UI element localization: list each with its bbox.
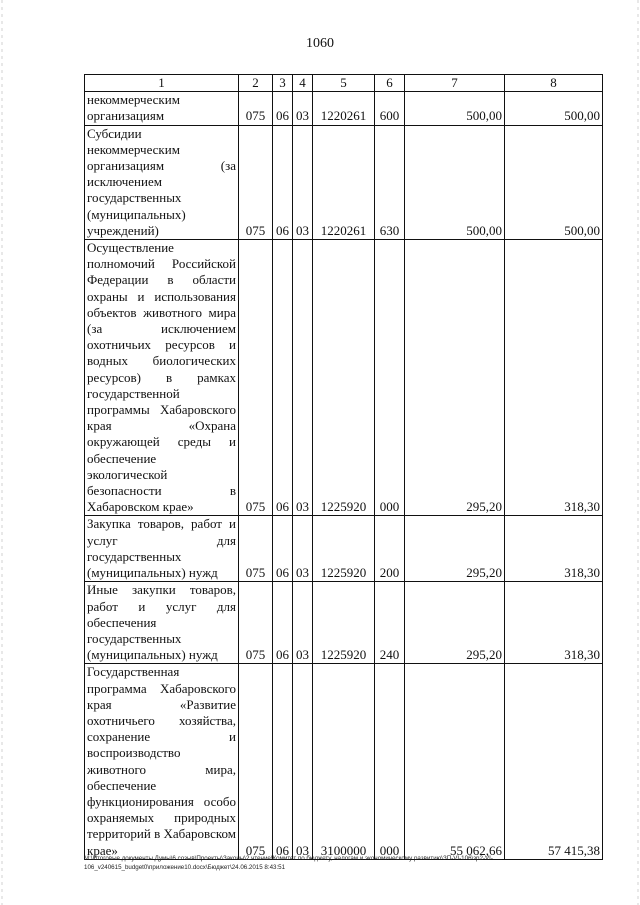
table-row bbox=[85, 125, 603, 239]
cell-target-article: 1225920 bbox=[313, 240, 375, 516]
cell-ministry: 075 bbox=[239, 516, 273, 582]
cell-ministry: 075 bbox=[239, 125, 273, 239]
cell-amount-2: 318,30 bbox=[505, 516, 603, 582]
table-row bbox=[85, 664, 603, 859]
column-header: 5 bbox=[313, 75, 375, 92]
table-header-row bbox=[85, 75, 603, 92]
row-name: Субсидии некоммерческим организациям (за исключением государственных (муниципальных) учреждений) bbox=[85, 125, 239, 239]
table-row bbox=[85, 92, 603, 125]
budget-table bbox=[84, 74, 603, 860]
cell-amount-1: 295,20 bbox=[405, 240, 505, 516]
table-row bbox=[85, 240, 603, 516]
cell-amount-2: 318,30 bbox=[505, 582, 603, 664]
document-file-path: M:\Итоговые документы Думы\6 созыв\Проекты\Законы\2 чтение\Комитет по бюджету, налогам и экономическому развитию\ЗП-VI-106\зр2-VI-106_v240615_budget0\приложение10.docx\Бюджет\24.06.2015 8:43:51 bbox=[84, 855, 493, 871]
table-row bbox=[85, 516, 603, 582]
cell-subsection: 03 bbox=[293, 92, 313, 125]
cell-amount-1: 295,20 bbox=[405, 582, 505, 664]
cell-section: 06 bbox=[273, 125, 293, 239]
cell-amount-2: 318,30 bbox=[505, 240, 603, 516]
cell-target-article: 3100000 bbox=[313, 664, 375, 859]
cell-section: 06 bbox=[273, 516, 293, 582]
cell-subsection: 03 bbox=[293, 582, 313, 664]
column-header: 6 bbox=[375, 75, 405, 92]
cell-subsection: 03 bbox=[293, 516, 313, 582]
cell-amount-2: 500,00 bbox=[505, 125, 603, 239]
table-row bbox=[85, 582, 603, 664]
cell-expense-type: 240 bbox=[375, 582, 405, 664]
cell-ministry: 075 bbox=[239, 92, 273, 125]
cell-target-article: 1225920 bbox=[313, 516, 375, 582]
cell-amount-1: 55 062,66 bbox=[405, 664, 505, 859]
column-header: 1 bbox=[85, 75, 239, 92]
row-name: Закупка товаров, работ и услуг для государственных (муниципальных) нужд bbox=[85, 516, 239, 582]
column-header: 2 bbox=[239, 75, 273, 92]
cell-target-article: 1220261 bbox=[313, 92, 375, 125]
cell-subsection: 03 bbox=[293, 240, 313, 516]
cell-amount-2: 500,00 bbox=[505, 92, 603, 125]
cell-target-article: 1225920 bbox=[313, 582, 375, 664]
cell-amount-2: 57 415,38 bbox=[505, 664, 603, 859]
row-name: Иные закупки товаров, работ и услуг для обеспечения государственных (муниципальных) нужд bbox=[85, 582, 239, 664]
cell-section: 06 bbox=[273, 92, 293, 125]
cell-section: 06 bbox=[273, 664, 293, 859]
row-name: некоммерческим организациям bbox=[85, 92, 239, 125]
cell-amount-1: 295,20 bbox=[405, 516, 505, 582]
scan-edge-left bbox=[1, 0, 3, 905]
cell-ministry: 075 bbox=[239, 240, 273, 516]
cell-expense-type: 200 bbox=[375, 516, 405, 582]
cell-expense-type: 000 bbox=[375, 664, 405, 859]
page-number: 1060 bbox=[306, 36, 334, 51]
cell-ministry: 075 bbox=[239, 582, 273, 664]
cell-amount-1: 500,00 bbox=[405, 125, 505, 239]
cell-section: 06 bbox=[273, 240, 293, 516]
cell-expense-type: 600 bbox=[375, 92, 405, 125]
row-name: Осуществление полномочий Российской Федерации в области охраны и использования объектов животного мира (за исключением охотничьих ресурсов и водных биологических ресурсов) в рамках государственной программы Хабаровского края «Охрана окружающей среды и обеспечение экологической безопасности в Хабаровском крае» bbox=[85, 240, 239, 516]
cell-expense-type: 000 bbox=[375, 240, 405, 516]
column-header: 4 bbox=[293, 75, 313, 92]
cell-amount-1: 500,00 bbox=[405, 92, 505, 125]
cell-expense-type: 630 bbox=[375, 125, 405, 239]
column-header: 3 bbox=[273, 75, 293, 92]
cell-subsection: 03 bbox=[293, 664, 313, 859]
scan-edge-right bbox=[637, 0, 639, 905]
row-name: Государственная программа Хабаровского края «Развитие охотничьего хозяйства, сохранение и воспроизводство животного мира, обеспечение функционирования особо охраняемых природных территорий в Хабаровском крае» bbox=[85, 664, 239, 859]
cell-target-article: 1220261 bbox=[313, 125, 375, 239]
cell-section: 06 bbox=[273, 582, 293, 664]
cell-subsection: 03 bbox=[293, 125, 313, 239]
column-header: 8 bbox=[505, 75, 603, 92]
column-header: 7 bbox=[405, 75, 505, 92]
cell-ministry: 075 bbox=[239, 664, 273, 859]
